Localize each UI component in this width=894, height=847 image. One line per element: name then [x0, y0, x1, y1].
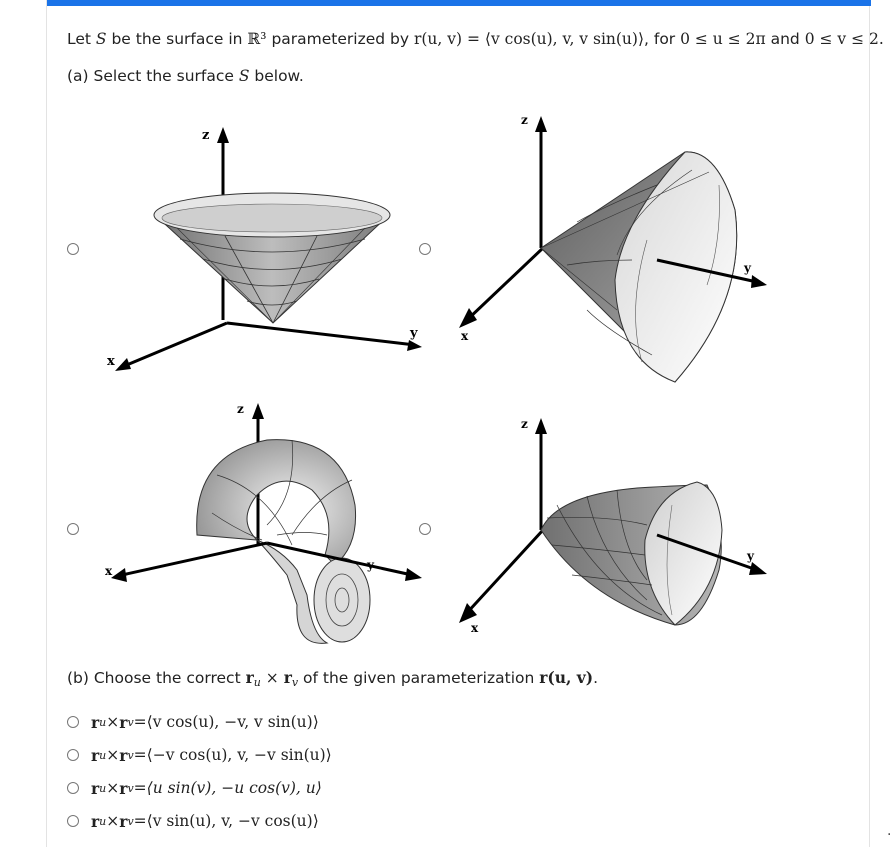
x-axis — [122, 543, 267, 575]
y-axis-arrow — [405, 568, 422, 581]
answer-option-1-radio[interactable] — [67, 716, 79, 728]
x-axis-label: x — [461, 329, 469, 343]
x-axis-label: x — [105, 564, 113, 578]
part-b-label: (b) Choose the correct $r_u \times r_v$ of the given parameterization r(u, v). — [67, 668, 599, 689]
surface-option-4-radio[interactable] — [419, 523, 431, 535]
surface-figure-4 — [457, 410, 767, 635]
answer-expression: ⟨−v cos(u), v, −v sin(u)⟩ — [146, 746, 332, 764]
z-axis-label: z — [521, 417, 528, 431]
answer-expression: ⟨u sin(v), −u cos(v), u⟩ — [146, 779, 322, 797]
answer-option-3-radio[interactable] — [67, 782, 79, 794]
x-axis-label: x — [107, 354, 115, 369]
cone-surface — [154, 193, 390, 323]
y-axis-arrow — [751, 275, 767, 288]
x-axis — [467, 248, 543, 320]
param-definition: r(u, v) = ⟨v cos(u), v, v sin(u)⟩ — [413, 30, 645, 48]
surface-figure-3 — [97, 395, 397, 650]
x-axis-label: x — [471, 621, 479, 635]
paraboloid-surface — [541, 482, 722, 625]
y-axis-arrow — [407, 340, 422, 351]
accent-bar — [47, 0, 871, 6]
surface-figure-1 — [97, 115, 418, 380]
answer-expression: ⟨v sin(u), v, −v cos(u)⟩ — [146, 812, 319, 830]
y-axis — [227, 323, 415, 345]
surface-option-2-radio[interactable] — [419, 243, 431, 255]
trailing-dot: . — [887, 823, 892, 839]
question-card — [46, 0, 884, 847]
surface-option-3-radio[interactable] — [67, 523, 79, 535]
z-axis-label: z — [237, 402, 244, 416]
answer-option-4-radio[interactable] — [67, 815, 79, 827]
z-axis-label: z — [202, 128, 210, 143]
answer-expression: ⟨v cos(u), −v, v sin(u)⟩ — [146, 713, 319, 731]
z-axis-arrow — [535, 116, 547, 132]
question-prompt: Let S be the surface in ℝ³ parameterized by r(u, v) = ⟨v cos(u), v, v sin(u)⟩, for 0 ≤ u ≤ 2π and 0 ≤ v ≤ 2. — [67, 30, 884, 48]
cone-surface — [541, 152, 737, 382]
x-axis-arrow — [111, 568, 127, 582]
z-axis-arrow — [252, 403, 264, 419]
y-axis-label: y — [747, 549, 754, 563]
x-axis-arrow — [115, 358, 131, 371]
surface-figure-2 — [457, 110, 767, 390]
x-axis-arrow — [459, 308, 477, 328]
x-axis — [122, 323, 227, 367]
z-axis-arrow — [217, 127, 229, 143]
z-axis-arrow — [535, 418, 547, 434]
answer-option-2-radio[interactable] — [67, 749, 79, 761]
y-axis-label: y — [367, 558, 374, 572]
z-axis-label: z — [521, 113, 528, 127]
answer-option-1[interactable]: r u × r v = ⟨v cos(u), −v, v sin(u)⟩ — [67, 710, 319, 734]
answer-option-3[interactable]: r u × r v = ⟨u sin(v), −u cos(v), u⟩ — [67, 776, 322, 800]
y-axis-label: y — [744, 261, 751, 275]
answer-option-2[interactable]: r u × r v = ⟨−v cos(u), v, −v sin(u)⟩ — [67, 743, 332, 767]
answer-option-4[interactable]: r u × r v = ⟨v sin(u), v, −v cos(u)⟩ — [67, 809, 319, 833]
x-axis — [465, 530, 543, 615]
surface-option-1-radio[interactable] — [67, 243, 79, 255]
y-axis-arrow — [749, 562, 767, 575]
part-a-label: (a) Select the surface S below. — [67, 67, 304, 85]
y-axis-label: y — [410, 326, 418, 341]
helicoid-surface — [197, 440, 370, 644]
